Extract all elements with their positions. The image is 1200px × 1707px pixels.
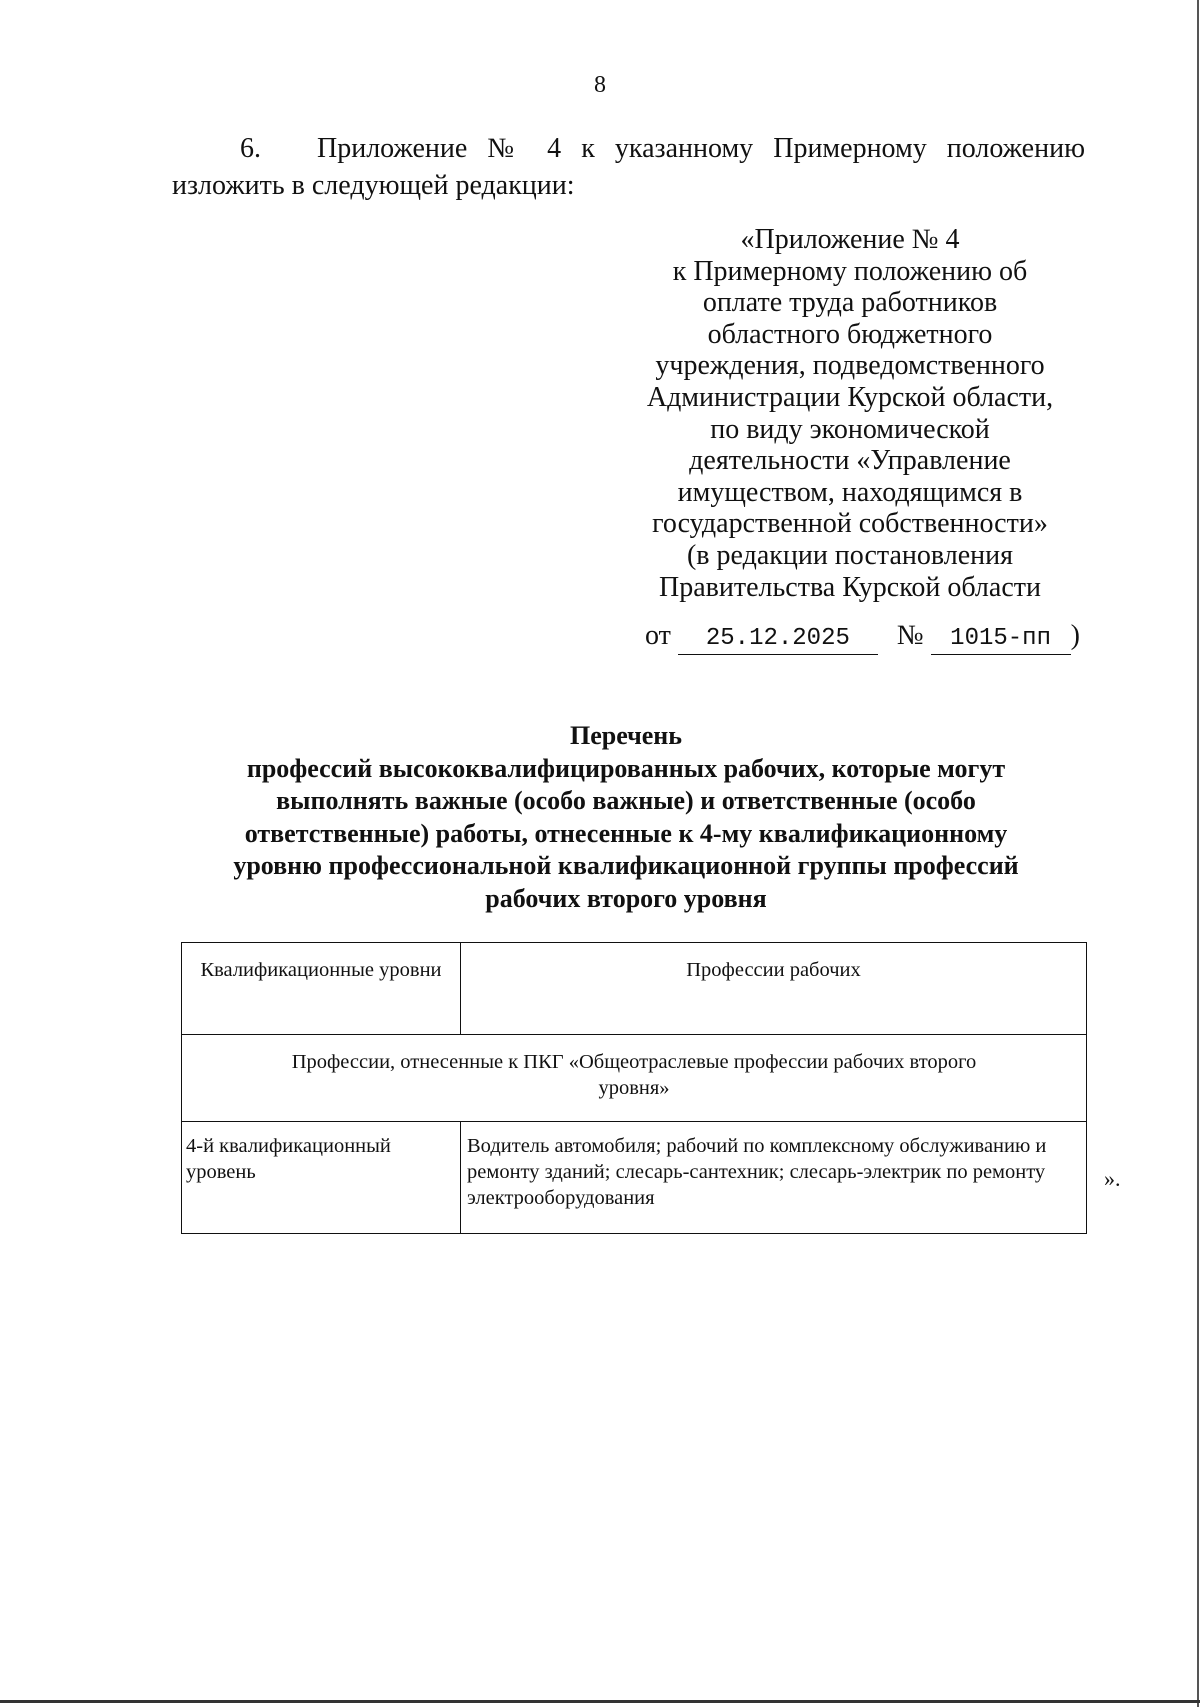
appendix-line: областного бюджетного [707,318,993,350]
resolution-date-number-row [645,620,1080,656]
resolution-number: 1015-пп [931,624,1071,655]
heading-line: выполнять важные (особо важные) и ответственные (особо [276,786,976,816]
appendix-line: Правительства Курской области [659,571,1041,603]
header-cell-professions: Профессии рабочих [461,943,1087,1035]
resolution-date: 25.12.2025 [678,624,878,655]
heading-line: профессий высококвалифицированных рабочих, которые могут [246,753,1006,783]
group-title-cell: Профессии, отнесенные к ПКГ «Общеотраслевые профессии рабочих второго уровня» [182,1035,1087,1122]
close-paren: ) [1070,620,1080,651]
scan-bottom-edge [0,1700,1200,1703]
level-cell: 4-й квалификационный уровень [182,1122,461,1234]
intro-paragraph-line1 [172,130,1085,167]
appendix-line: государственной собственности» [652,508,1048,540]
appendix-line: к Примерному положению об [672,255,1028,287]
table-row [182,1122,1087,1234]
page-number: 8 [594,72,606,98]
appendix-line: (в редакции постановления [686,539,1014,571]
header-cell-levels: Квалификационные уровни [182,943,461,1035]
scan-margin-line [1197,0,1199,1707]
appendix-line: оплате труда работников [702,287,998,319]
heading-line: рабочих второго уровня [485,883,767,913]
appendix-header-block [630,224,1070,603]
appendix-line: «Приложение № 4 [740,224,960,255]
heading-title: Перечень [569,721,683,750]
intro-paragraph-line2: изложить в следующей редакции: [172,170,575,201]
professions-table [181,942,1087,1234]
professions-cell: Водитель автомобиля; рабочий по комплексному обслуживанию и ремонту зданий; слесарь-сантехник; слесарь-электрик по ремонту электрооборудования [461,1122,1087,1234]
appendix-line: по виду экономической [710,413,990,445]
number-label: № [896,620,924,651]
closing-quote: ». [1104,1166,1121,1191]
heading-line: ответственные) работы, отнесенные к 4-му квалификационному [244,818,1008,848]
table-group-row [182,1035,1087,1122]
table-header-row [182,943,1087,1035]
intro-text-line1: Приложение № 4 к указанному Примерному положению [317,133,1085,164]
list-heading [160,720,1092,916]
heading-line: уровню профессиональной квалификационной группы профессий [233,851,1019,881]
from-label: от [645,620,671,651]
appendix-line: учреждения, подведомственного [655,350,1045,382]
appendix-line: имуществом, находящимся в [677,476,1023,508]
paragraph-number: 6. [240,133,261,164]
appendix-line: деятельности «Управление [689,445,1011,477]
appendix-line: Администрации Курской области, [646,381,1054,413]
